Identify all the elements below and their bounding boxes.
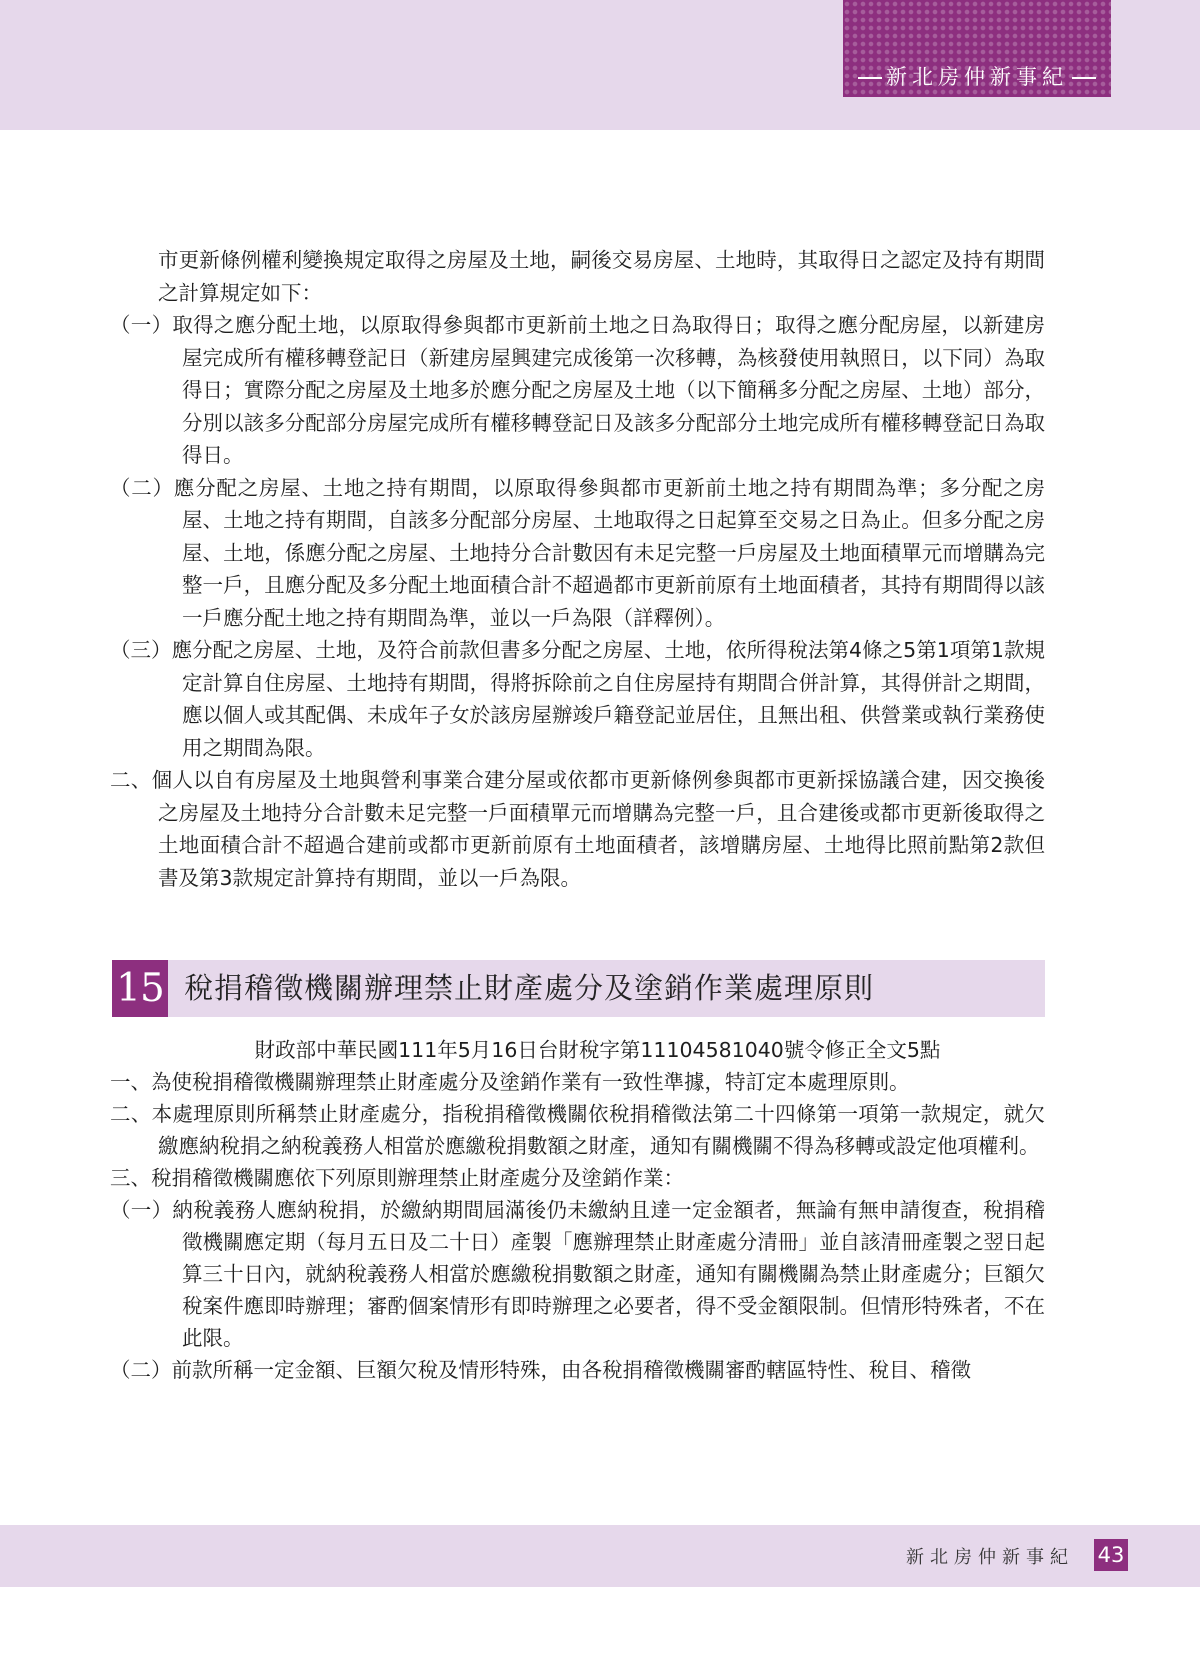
list-item: （二）應分配之房屋、土地之持有期間，以原取得參與都市更新前土地之持有期間為準；多分配之房屋、土地之持有期間，自該多分配部分房屋、土地取得之日起算至交易之日為止。但多分配之房屋、土地，係應分配之房屋、土地持分合計數因有未足完整一戶房屋及土地面積單元而增購為完整一戶，且應分配及多分配土地面積合計不超過都市更新前原有土地面積者，其持有期間得以該一戶應分配土地之持有期間為準，並以一戶為限（詳釋例）。 [110,475,1045,630]
footer-title: 新北房仲新事紀 [906,1547,1074,1568]
point-two-paragraph: 二、個人以自有房屋及土地與營利事業合建分屋或依都市更新條例參與都市更新採協議合建，因交換後之房屋及土地持分合計數未足完整一戶面積單元而增購為完整一戶，且合建後或都市更新後取得之土地面積合計不超過合建前或都市更新前原有土地面積者，該增購房屋、土地得比照前點第2款但書及第3款規定計算持有期間，並以一戶為限。 [110,768,1045,890]
intro-paragraph: 市更新條例權利變換規定取得之房屋及土地，嗣後交易房屋、土地時，其取得日之認定及持有期間之計算規定如下： [158,248,1045,305]
header-tab [843,0,1111,97]
list-item: （二）前款所稱一定金額、巨額欠稅及情形特殊，由各稅捐稽徵機關審酌轄區特性、稅目、稽徵 [110,1358,971,1382]
list-item: （三）應分配之房屋、土地，及符合前款但書多分配之房屋、土地，依所得稅法第4條之5第1項第1款規定計算自住房屋、土地持有期間，得將拆除前之自住房屋持有期間合併計算，其得併計之期間，應以個人或其配偶、未成年子女於該房屋辦竣戶籍登記並居住，且無出租、供營業或執行業務使用之期間為限。 [110,638,1045,760]
footer-band [0,1525,1200,1587]
list-item: （一）取得之應分配土地，以原取得參與都市更新前土地之日為取得日；取得之應分配房屋，以新建房屋完成所有權移轉登記日（新建房屋興建完成後第一次移轉，為核發使用執照日，以下同）為取得日；實際分配之房屋及土地多於應分配之房屋及土地（以下簡稱多分配之房屋、土地）部分，分別以該多分配部分房屋完成所有權移轉登記日及該多分配部分土地完成所有權移轉登記日為取得日。 [110,313,1045,467]
header-title: 新北房仲新事紀 [886,65,1068,89]
list-item: 三、稅捐稽徵機關應依下列原則辦理禁止財產處分及塗銷作業： [110,1166,684,1190]
section-heading [112,960,1045,1017]
section-number: 15 [112,960,168,1017]
section-title: 稅捐稽徵機關辦理禁止財產處分及塗銷作業處理原則 [184,971,875,1005]
list-item: 一、為使稅捐稽徵機關辦理禁止財產處分及塗銷作業有一致性準據，特訂定本處理原則。 [110,1070,910,1094]
section-15-body [110,1034,1045,1386]
page-number: 43 [1094,1539,1128,1571]
header-dash-left [858,77,882,79]
list-item: 二、本處理原則所稱禁止財產處分，指稅捐稽徵機關依稅捐稽徵法第二十四條第一項第一款規定，就欠繳應納稅捐之納稅義務人相當於應繳稅捐數額之財產，通知有關機關不得為移轉或設定他項權利。 [110,1102,1045,1158]
header-dash-right [1072,77,1096,79]
section-14-continuation [110,244,1045,894]
list-item: （一）納稅義務人應納稅捐，於繳納期間屆滿後仍未繳納且達一定金額者，無論有無申請復查，稅捐稽徵機關應定期（每月五日及二十日）產製「應辦理禁止財產處分清冊」並自該清冊產製之翌日起算三十日內，就納稅義務人相當於應繳稅捐數額之財產，通知有關機關為禁止財產處分；巨額欠稅案件應即時辦理；審酌個案情形有即時辦理之必要者，得不受金額限制。但情形特殊者，不在此限。 [110,1198,1045,1350]
section-subtitle: 財政部中華民國111年5月16日台財稅字第11104581040號令修正全文5點 [254,1038,941,1062]
